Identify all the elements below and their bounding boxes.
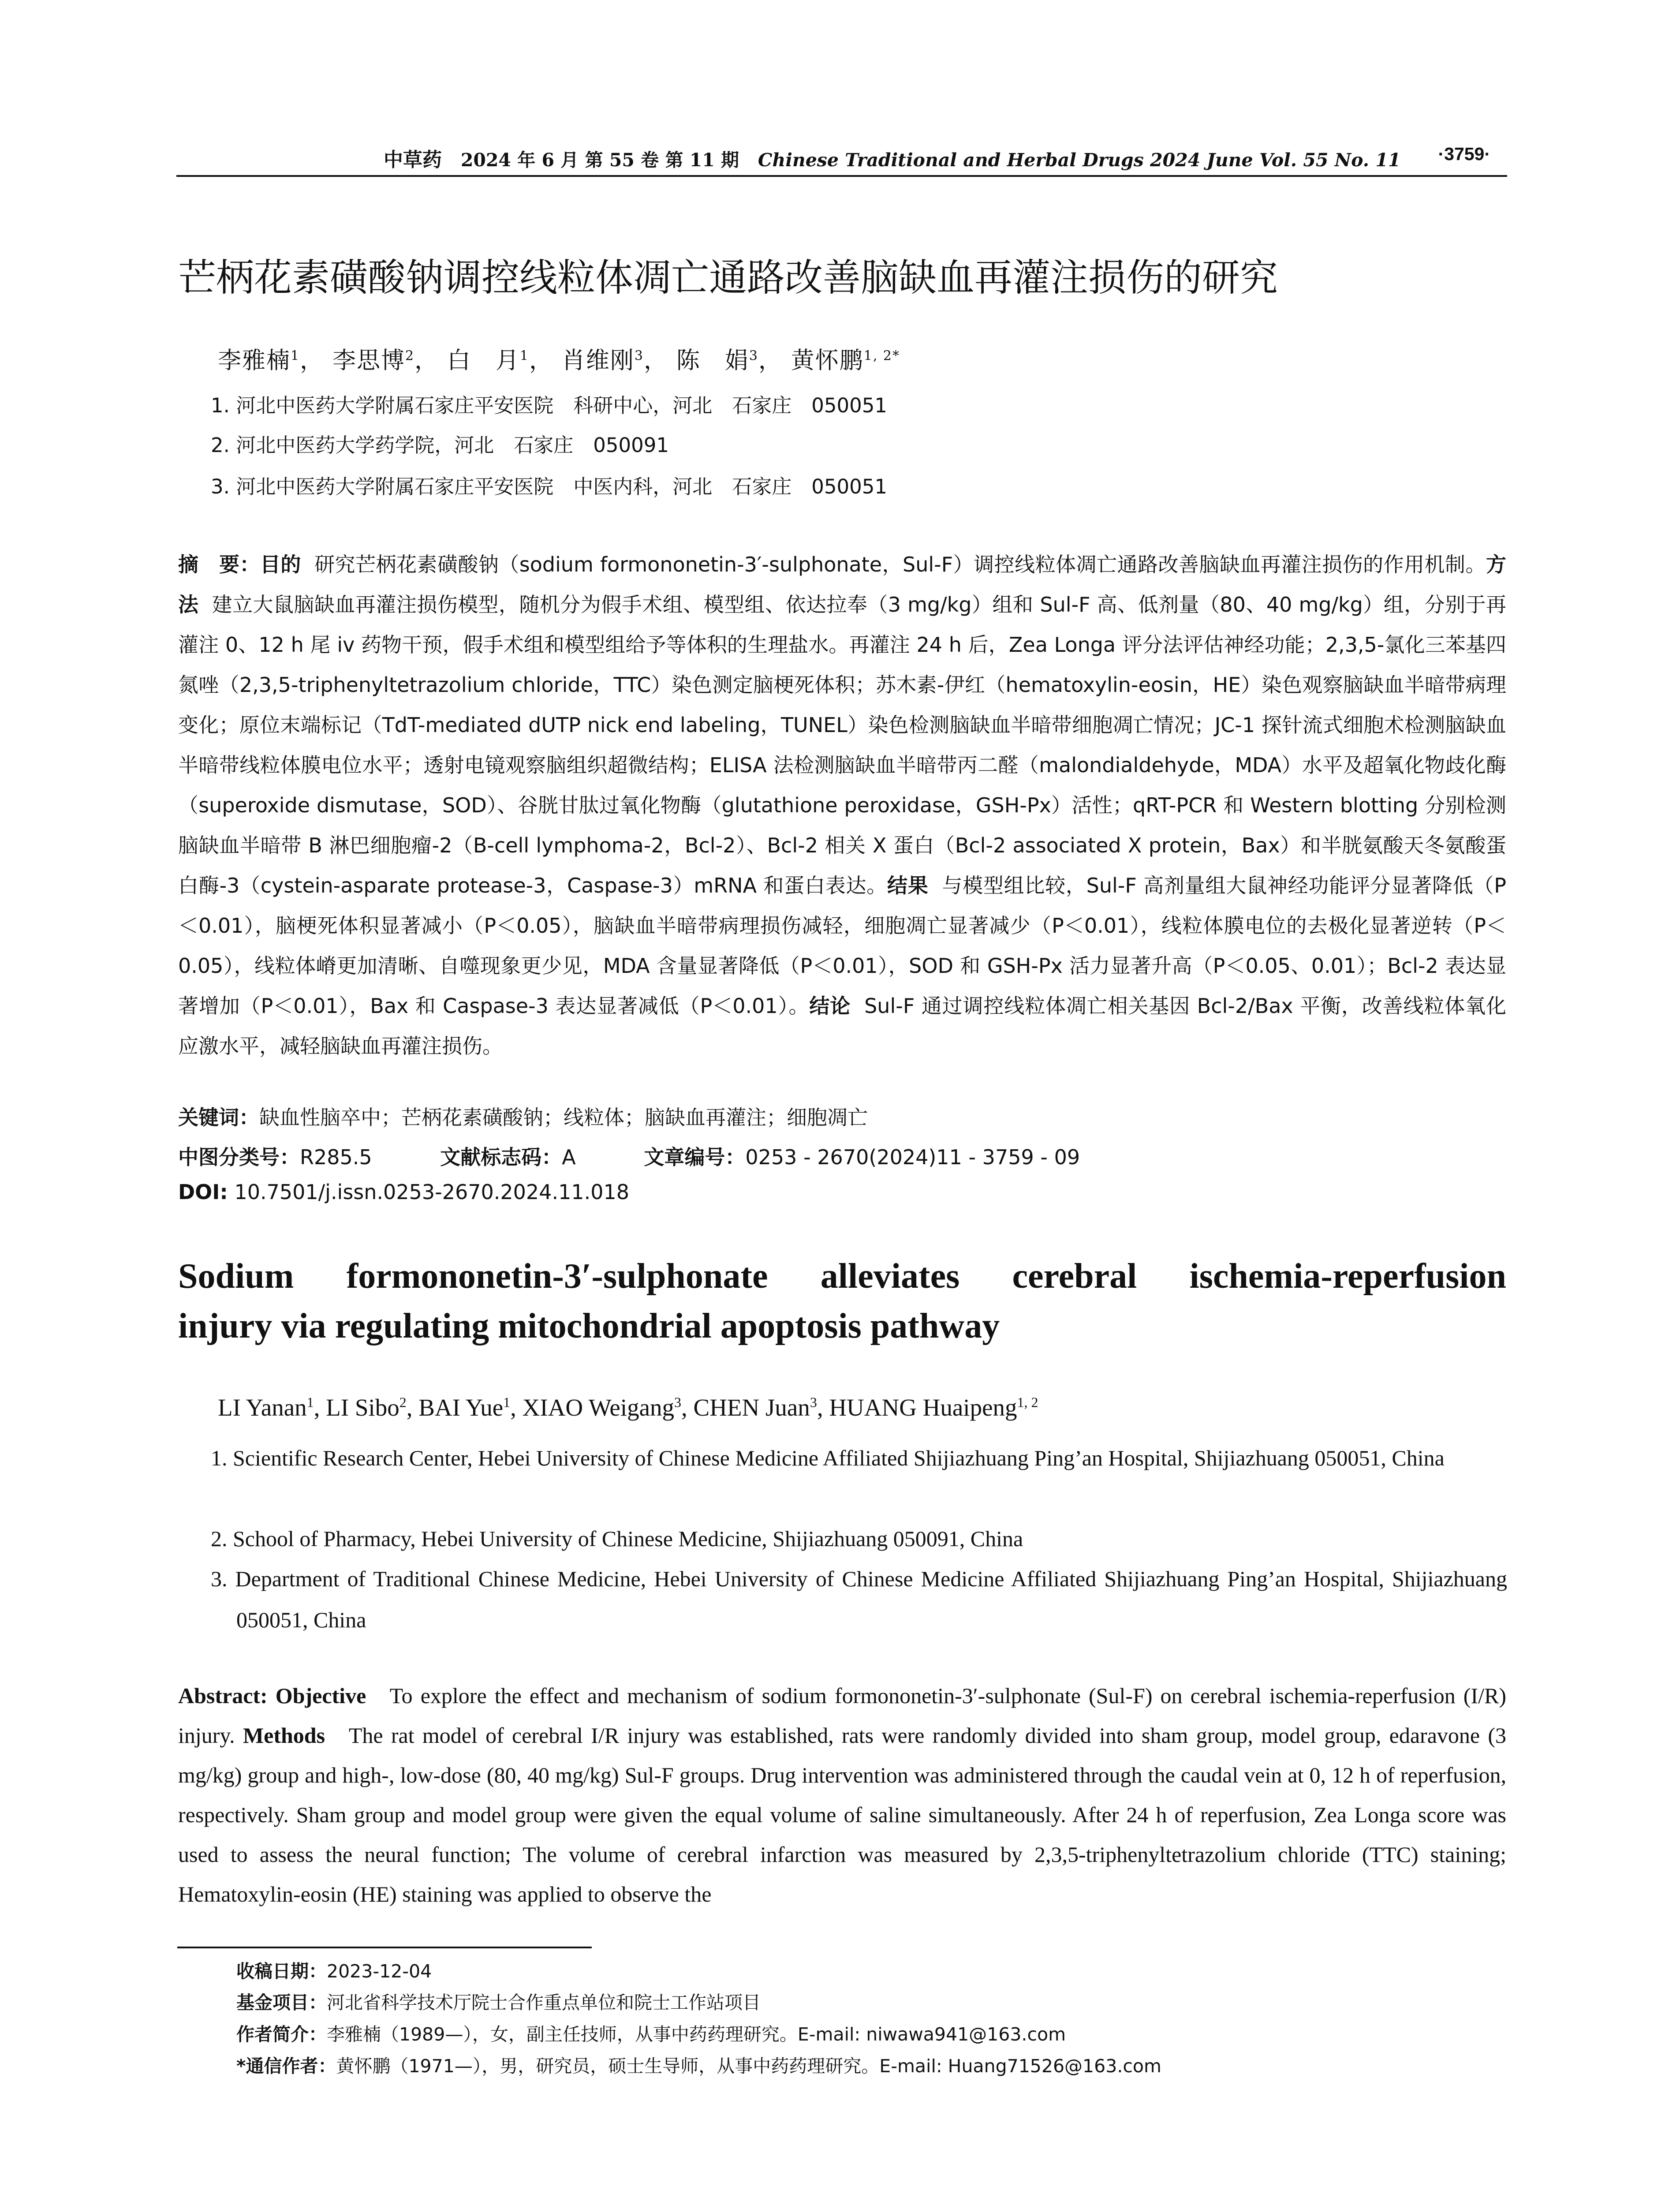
page-number: ·3759· [1438,144,1490,164]
author-cn: 黄怀鹏 [791,347,864,374]
classification-line [178,1141,1080,1170]
keywords-cn [178,1102,868,1131]
objective-cn: 研究芒柄花素磺酸钠（sodium formononetin-3′-sulphonate，Sul-F）调控线粒体凋亡通路改善脑缺血再灌注损伤的作用机制。 [314,553,1486,576]
author-cn: 肖维刚 [561,347,635,374]
journal-name-cn: 中草药 [384,149,442,171]
article-no-value: 0253 - 2670(2024)11 - 3759 - 09 [745,1145,1080,1169]
affiliation-cn-2: 2. 河北中医药大学药学院，河北 石家庄 050091 [211,434,669,457]
objective-label-cn: 目的 [260,553,301,576]
title-cn: 芒柄花素磺酸钠调控线粒体凋亡通路改善脑缺血再灌注损伤的研究 [178,256,1278,300]
abstract-label-en: Abstract: [178,1683,268,1708]
footnote-text: 2023-12-04 [327,1961,432,1982]
author-sup: 1 [503,1394,511,1410]
affiliation-cn-3: 3. 河北中医药大学附属石家庄平安医院 中医内科，河北 石家庄 050051 [211,475,888,498]
footnote-label: 收稿日期： [236,1961,327,1982]
methods-en: The rat model of cerebral I/R injury was established, rats were randomly divided into sham group, model group, edaravone (3 mg/kg) group and high-, low-dose (80, 40 mg/kg) Sul-F groups. Drug intervention was administered through the caudal vein at 0, 12 h of reperfusion, respectively. Sham group and model group were given the equal volume of saline simultaneously. After 24 h of reperfusion, Zea Longa score was used to assess the neural function; The volume of cerebral infarction was measured by 2,3,5-triphenyltetrazolium chloride (TTC) staining; Hematoxylin-eosin (HE) staining was applied to observe the [178,1723,1506,1906]
author-cn: 陈 娟 [676,347,749,374]
affiliation-en-1: 1. Scientific Research Center, Hebei University of Chinese Medicine Affiliated Shijiazhuang Ping’an Hospital, Shijiazhuang 050051, China [211,1446,1445,1470]
footnote-funding [236,1988,761,2014]
footnote-received [236,1957,432,1983]
footnote-corresponding [236,2052,1161,2078]
doi-label: DOI: [178,1180,228,1204]
author-sup: 3 [810,1394,817,1410]
footnote-text: 黄怀鹏（1971—），男，研究员，硕士生导师，从事中药药理研究。E-mail: Huang71526@163.com [336,2056,1161,2077]
methods-label-en: Methods [243,1723,325,1748]
objective-label-en: Objective [275,1683,366,1708]
article-no-label: 文章编号： [644,1145,746,1169]
author-sup: 3 [674,1394,682,1410]
footnote-text: 李雅楠（1989—），女，副主任技师，从事中药药理研究。E-mail: niwawa941@163.com [327,2024,1066,2045]
author-en: BAI Yue [418,1394,504,1421]
abstract-cn [178,545,1506,1066]
doi-line [178,1180,629,1204]
header-rule [176,175,1507,177]
authors-en: LI Yanan$^1$, LI Sibo$^2$, BAI Yue$^1$, XIAO Weigang$^3$, CHEN Juan$^3$, HUANG Huaipeng$^{1, 2}$ [218,1394,1038,1421]
title-en [178,1252,1506,1351]
header-journal-info [384,144,1400,172]
clc-label: 中图分类号： [178,1145,300,1169]
doi-value: 10.7501/j.issn.0253-2670.2024.11.018 [234,1180,630,1204]
author-cn: 白 月 [447,347,520,374]
title-en-line-1: Sodium formononetin-3′-sulphonate alleviates cerebral ischemia-reperfusion [178,1257,1506,1296]
footnote-text: 河北省科学技术厅院士合作重点单位和院士工作站项目 [327,1992,761,2013]
author-en: XIAO Weigang [522,1394,675,1421]
author-sup: 1 [519,348,529,364]
author-sup: 3 [749,348,758,364]
footnote-author-bio [236,2020,1066,2046]
abstract-en [178,1676,1506,1914]
journal-info-en: Chinese Traditional and Herbal Drugs 2024 June Vol. 55 No. 11 [758,149,1401,171]
methods-label-cn: 方法 [178,553,1507,617]
author-en: CHEN Juan [693,1394,810,1421]
author-cn: 李雅楠 [218,347,291,374]
issue-info-cn: 2024 年 6 月 第 55 卷 第 11 期 [460,149,739,171]
doc-code-label: 文献标志码： [440,1145,562,1169]
author-cn: 李思博 [332,347,405,374]
footnote-label: 基金项目： [236,1992,327,2013]
footnote-label: *通信作者： [236,2056,336,2077]
conclusion-cn: Sul-F 通过调控线粒体凋亡相关基因 Bcl-2/Bax 平衡，改善线粒体氧化应激水平，减轻脑缺血再灌注损伤。 [178,994,1507,1058]
author-sup: 2 [399,1394,407,1410]
title-en-line-2: injury via regulating mitochondrial apoptosis pathway [178,1307,1000,1345]
author-en: LI Yanan [218,1394,307,1421]
clc-value: R285.5 [300,1145,372,1169]
doc-code-value: A [562,1145,576,1169]
author-en: LI Sibo [326,1394,399,1421]
conclusion-label-cn: 结论 [809,994,851,1018]
footnote-label: 作者简介： [236,2024,327,2045]
author-sup: 1, 2 [1017,1394,1038,1410]
abstract-label-cn: 摘 要： [178,553,260,576]
author-sup: 3 [634,348,644,364]
affiliation-en-2: 2. School of Pharmacy, Hebei University of Chinese Medicine, Shijiazhuang 050091, China [211,1526,1023,1551]
methods-cn: 建立大鼠脑缺血再灌注损伤模型，随机分为假手术组、模型组、依达拉奉（3 mg/kg）组和 Sul-F 高、低剂量（80、40 mg/kg）组，分别于再灌注 0、12 h 尾 iv 药物干预，假手术组和模型组给予等体积的生理盐水。再灌注 24 h 后，Zea Longa 评分法评估神经功能；2,3,5-氯化三苯基四氮唑（2,3,5-triphenyltetrazolium chloride，TTC）染色测定脑梗死体积；苏木素-伊红（hematoxylin-eosin，HE）染色观察脑缺血半暗带病理变化；原位末端标记（TdT-mediated dUTP nick end labeling，TUNEL）染色检测脑缺血半暗带细胞凋亡情况；JC-1 探针流式细胞术检测脑缺血半暗带线粒体膜电位水平；透射电镜观察脑组织超微结构；ELISA 法检测脑缺血半暗带丙二醛（malondialdehyde，MDA）水平及超氧化物歧化酶（superoxide dismutase，SOD）、谷胱甘肽过氧化物酶（glutathione peroxidase，GSH-Px）活性；qRT-PCR 和 Western blotting 分别检测脑缺血半暗带 B 淋巴细胞瘤-2（B-cell lymphoma-2，Bcl-2）、Bcl-2 相关 X 蛋白（Bcl-2 associated X protein，Bax）和半胱氨酸天冬氨酸蛋白酶-3（cystein-asparate protease-3，Caspase-3）mRNA 和蛋白表达。 [178,593,1507,897]
author-sup: 1 [306,1394,314,1410]
keywords-label-cn: 关键词： [178,1106,259,1129]
author-sup: 1, 2* [863,348,900,364]
footnote-rule [177,1947,592,1948]
objective-en: To explore the effect and mechanism of sodium formononetin-3′-sulphonate (Sul-F) on cerebral ischemia-reperfusion (I/R) injury. [178,1683,1506,1748]
authors-cn: 李雅楠$^1$， 李思博$^2$， 白 月$^1$， 肖维刚$^3$， 陈 娟$^3$， 黄怀鹏$^{1, 2*}$ [218,347,900,374]
author-sup: 2 [405,348,415,364]
results-label-cn: 结果 [887,874,929,897]
affiliation-en-3: 3. Department of Traditional Chinese Medicine, Hebei University of Chinese Medicine Affiliated Shijiazhuang Ping’an Hospital, Shijiazhuang 050051, China [211,1566,1507,1632]
author-sup: 1 [291,348,300,364]
running-header [176,144,1508,170]
affiliation-cn-1: 1. 河北中医药大学附属石家庄平安医院 科研中心，河北 石家庄 050051 [211,394,888,417]
keywords-text-cn: 缺血性脑卒中；芒柄花素磺酸钠；线粒体；脑缺血再灌注；细胞凋亡 [259,1106,868,1129]
results-cn: 与模型组比较，Sul-F 高剂量组大鼠神经功能评分显著降低（P＜0.01），脑梗死体积显著减小（P＜0.05），脑缺血半暗带病理损伤减轻，细胞凋亡显著减少（P＜0.01），线粒体膜电位的去极化显著逆转（P＜0.05），线粒体嵴更加清晰、自噬现象更少见，MDA 含量显著降低（P＜0.01），SOD 和 GSH-Px 活力显著升高（P＜0.05、0.01）；Bcl-2 表达显著增加（P＜0.01），Bax 和 Caspase-3 表达显著减低（P＜0.01）。 [178,874,1506,1018]
author-en: HUANG Huaipeng [829,1394,1017,1421]
